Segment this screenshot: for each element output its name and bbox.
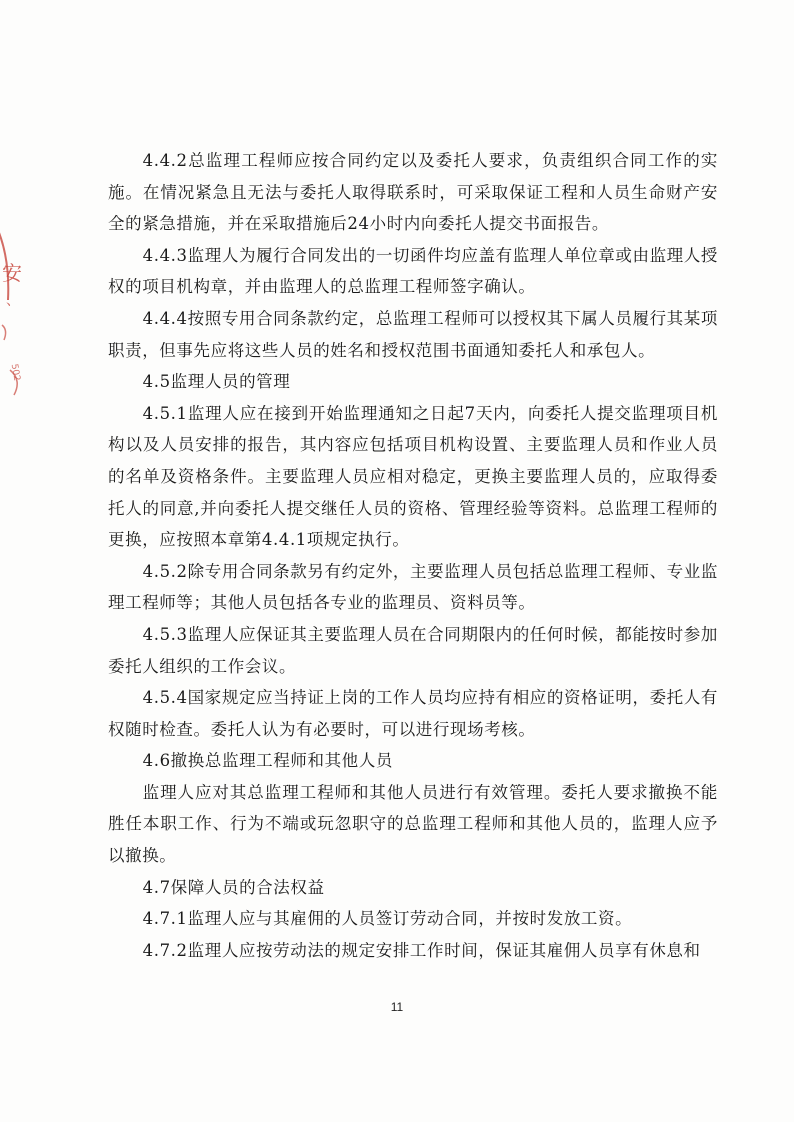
paragraph-4-4-4: 4.4.4按照专用合同条款约定，总监理工程师可以授权其下属人员履行其某项职责，但事先应将这些人员的姓名和授权范围书面通知委托人和承包人。	[108, 308, 718, 360]
red-seal-fragment	[0, 220, 36, 400]
paragraph-4-4-2: 4.4.2总监理工程师应按合同约定以及委托人要求，负责组织合同工作的实施。在情况紧急且无法与委托人取得联系时，可采取保证工程和人员生命财产安全的紧急措施，并在采取措施后24小时内向委托人提交书面报告。	[108, 151, 718, 234]
svg-text:502: 502	[8, 363, 22, 382]
section-heading-4-7: 4.7保障人员的合法权益	[142, 877, 325, 897]
svg-text:、: 、	[6, 293, 20, 309]
paragraph-4-7-1: 4.7.1监理人应与其雇佣的人员签订劳动合同，并按时发放工资。	[142, 909, 633, 929]
page-number: 11	[390, 1000, 404, 1014]
section-heading-4-6: 4.6撤换总监理工程师和其他人员	[142, 751, 393, 771]
paragraph-4-7-2: 4.7.2监理人应按劳动法的规定安排工作时间，保证其雇佣人员享有休息和	[142, 940, 701, 960]
section-heading-4-5: 4.5监理人员的管理	[142, 372, 291, 392]
paragraph-4-5-4: 4.5.4国家规定应当持证上岗的工作人员均应持有相应的资格证明，委托人有权随时检查。委托人认为有必要时，可以进行现场考核。	[108, 688, 718, 739]
svg-text:安: 安	[2, 261, 22, 285]
document-body	[108, 145, 718, 966]
paragraph-4-6: 监理人应对其总监理工程师和其他人员进行有效管理。委托人要求撤换不能胜任本职工作、行为不端或玩忽职守的总监理工程师和其他人员的，监理人应予以撤换。	[108, 782, 718, 866]
paragraph-4-5-3: 4.5.3监理人应保证其主要监理人员在合同期限内的任何时候，都能按时参加委托人组织的工作会议。	[108, 624, 718, 676]
paragraph-4-5-1: 4.5.1监理人应在接到开始监理通知之日起7天内，向委托人提交监理项目机构以及人员安排的报告，其内容应包括项目机构设置、主要监理人员和作业人员的名单及资格条件。主要监理人员应相对稳定，更换主要监理人员的，应取得委托人的同意,并向委托人提交继任人员的资格、管理经验等资料。总监理工程师的更换，应按照本章第4.4.1项规定执行。	[108, 403, 718, 550]
paragraph-4-5-2: 4.5.2除专用合同条款另有约定外，主要监理人员包括总监理工程师、专业监理工程师等；其他人员包括各专业的监理员、资料员等。	[108, 561, 718, 613]
paragraph-4-4-3: 4.4.3监理人为履行合同发出的一切函件均应盖有监理人单位章或由监理人授权的项目机构章，并由监理人的总监理工程师签字确认。	[108, 245, 718, 297]
